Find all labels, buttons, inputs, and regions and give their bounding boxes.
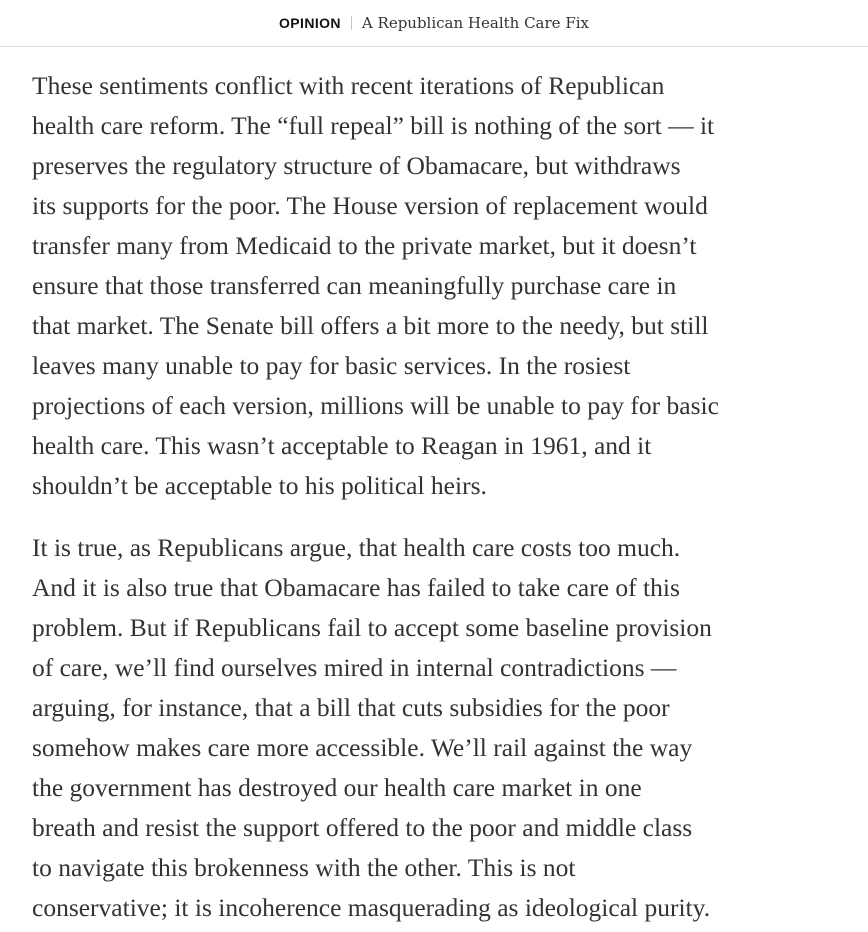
text-line: And it is also true that Obamacare has failed to take care of this [32,573,680,602]
text-line: problem. But if Republicans fail to accept some baseline provision [32,613,712,642]
text-line: that market. The Senate bill offers a bit more to the needy, but still [32,311,709,340]
section-label[interactable]: OPINION [279,15,341,31]
article-header-bar [0,0,868,47]
text-line: It is true, as Republicans argue, that health care costs too much. [32,533,681,562]
text-line: breath and resist the support offered to the poor and middle class [32,813,693,842]
text-line: conservative; it is incoherence masquerading as ideological purity. [32,893,711,922]
paragraph [32,66,832,506]
text-line: of care, we’ll find ourselves mired in internal contradictions — [32,653,677,682]
text-line: the government has destroyed our health care market in one [32,773,642,802]
text-line: ensure that those transferred can meaningfully purchase care in [32,271,677,300]
text-line: to navigate this brokenness with the other. This is not [32,853,576,882]
text-line: somehow makes care more accessible. We’ll rail against the way [32,733,693,762]
article-body [32,66,832,928]
article-title: A Republican Health Care Fix [361,14,589,32]
text-line: health care reform. The “full repeal” bill is nothing of the sort — it [32,111,715,140]
text-line: arguing, for instance, that a bill that cuts subsidies for the poor [32,693,670,722]
text-line: These sentiments conflict with recent iterations of Republican [32,71,665,100]
text-line: transfer many from Medicaid to the private market, but it doesn’t [32,231,697,260]
paragraph [32,528,832,928]
text-line: its supports for the poor. The House version of replacement would [32,191,708,220]
text-line: projections of each version, millions will be unable to pay for basic [32,391,719,420]
text-line: preserves the regulatory structure of Obamacare, but withdraws [32,151,681,180]
text-line: shouldn’t be acceptable to his political heirs. [32,471,487,500]
header-divider [351,16,352,30]
text-line: leaves many unable to pay for basic services. In the rosiest [32,351,631,380]
text-line: health care. This wasn’t acceptable to Reagan in 1961, and it [32,431,652,460]
